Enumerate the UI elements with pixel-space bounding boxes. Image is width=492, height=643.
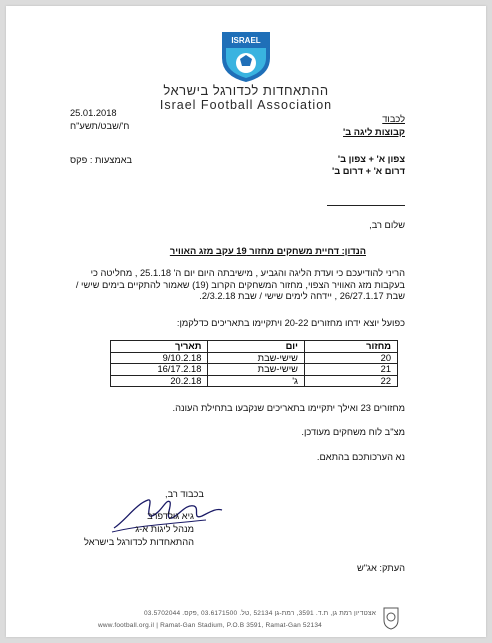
cc-line: העתק: אג"ש bbox=[356, 563, 405, 573]
stadium-emblem-icon bbox=[382, 606, 400, 630]
greeting: שלום רב, bbox=[369, 220, 405, 230]
attachment-note: מצ"ב לוח משחקים מעודכן. bbox=[301, 427, 405, 437]
recipients-north: צפון א' + צפון ב' bbox=[337, 154, 405, 164]
signer-org: ההתאחדות לכדורגל בישראל bbox=[84, 537, 194, 547]
date-cell: 20.2.18 bbox=[111, 375, 208, 387]
rounds-note: מחזורים 23 ואילך יתקיימו בתאריכים שנקבעו בתחילת העונה. bbox=[172, 403, 405, 413]
delivery-method: באמצעות : פקס bbox=[70, 155, 133, 165]
paragraph-line: בעקבות מזג האוויר הצפוי, מחזור המשחקים הקרוב (19) שאמור להתקיים בימים שישי / bbox=[75, 279, 405, 290]
closing-regards: בכבוד רב, bbox=[165, 489, 204, 499]
col-header-day: יום bbox=[208, 341, 305, 353]
date-cell: 9/10.2.18 bbox=[111, 352, 208, 364]
paragraph-line: שבת 26/27.1.17 , יידחה לימים שישי / שבת 2/3.2.18. bbox=[199, 291, 405, 301]
divider-line bbox=[327, 205, 405, 206]
table-row bbox=[111, 352, 398, 364]
round-cell: 21 bbox=[304, 364, 397, 376]
hebrew-date: ח'/שבט/תשע"ח bbox=[70, 121, 130, 131]
table-row bbox=[111, 364, 398, 376]
to-group: קבוצות ליגה ב' bbox=[343, 127, 405, 137]
ifa-logo bbox=[216, 28, 276, 84]
paragraph-main bbox=[65, 268, 405, 303]
table-header-row bbox=[111, 341, 398, 353]
table-row bbox=[111, 375, 398, 387]
letter-page bbox=[6, 6, 486, 637]
paragraph-line: הריני להודיעכם כי ועדת הליגה והגביע , מישיבתה היום יום ה' 25.1.18 , מחליטה כי bbox=[90, 268, 405, 278]
preparation-note: נא הערכותכם בהתאם. bbox=[316, 452, 405, 462]
col-header-round: מחזור bbox=[304, 341, 397, 353]
org-name-hebrew: ההתאחדות לכדורגל בישראל bbox=[163, 83, 329, 98]
to-label: לכבוד bbox=[382, 114, 405, 124]
subject-line: הנדון: דחיית משחקים מחזור 19 עקב מזג האוויר bbox=[169, 246, 366, 256]
day-cell: שישי-שבת bbox=[208, 364, 305, 376]
signer-name: גיא גולדפרב bbox=[147, 511, 194, 521]
round-cell: 22 bbox=[304, 375, 397, 387]
day-cell: ג' bbox=[208, 375, 305, 387]
signer-title: מנהל ליגות א-ג bbox=[135, 524, 194, 534]
logo-text: ISRAEL bbox=[231, 36, 261, 45]
day-cell: שישי-שבת bbox=[208, 352, 305, 364]
ifa-shield-icon bbox=[216, 28, 276, 84]
rescheduled-rounds-table bbox=[110, 340, 398, 387]
org-name-english: Israel Football Association bbox=[159, 98, 333, 112]
intro-line: כפועל יוצא ידחו מחזורים 20-22 ויתקיימו בתאריכים כדלקמן: bbox=[176, 318, 405, 328]
col-header-date: תאריך bbox=[111, 341, 208, 353]
date-cell: 16/17.2.18 bbox=[111, 364, 208, 376]
recipients-south: דרום א' + דרום ב' bbox=[331, 166, 405, 176]
letter-date: 25.01.2018 bbox=[70, 108, 117, 118]
footer-address: אצטדיון רמת גן, ת.ד. 3591, רמת-גן 52134 ,טל. 03.6171500 ,פקס. 03.5702044 bbox=[143, 610, 376, 617]
footer-web: www.football.org.il | Ramat-Gan Stadium, P.O.B 3591, Ramat-Gan 52134 bbox=[98, 622, 322, 629]
round-cell: 20 bbox=[304, 352, 397, 364]
